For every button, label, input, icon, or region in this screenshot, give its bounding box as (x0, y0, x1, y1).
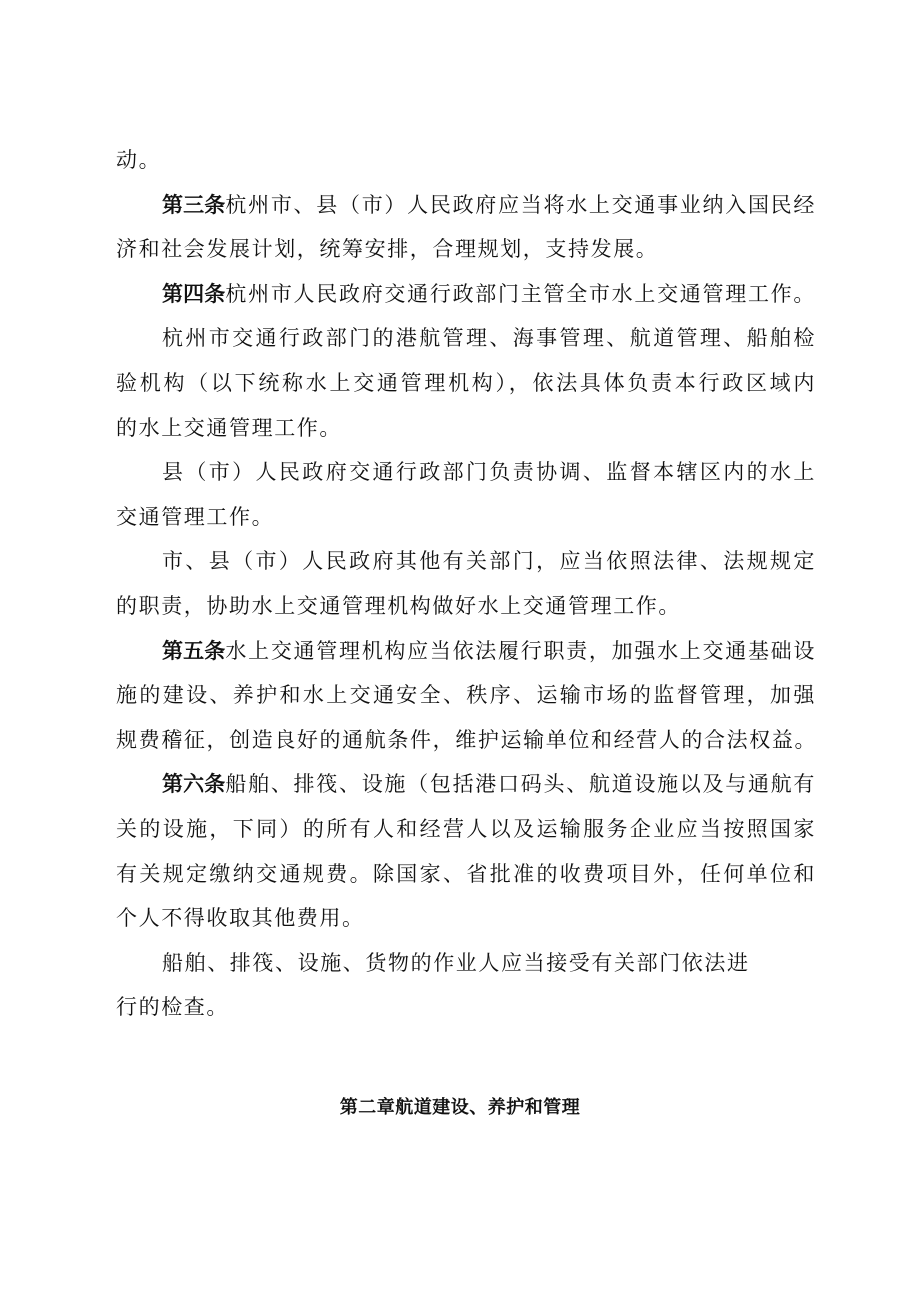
text-line: 规费稽征，创造良好的通航条件，维护运输单位和经营人的合法权益。 (116, 727, 816, 752)
article-label: 第四条 (162, 281, 226, 306)
article-text: 船舶、排筏、设施（包括港口码头、航道设施以及与通航有 (225, 772, 816, 797)
article-3-line (116, 183, 816, 228)
article-5-line (116, 629, 816, 674)
text-line: 济和社会发展计划，统筹安排，合理规划，支持发展。 (116, 237, 659, 262)
chapter-heading: 第二章航道建设、养护和管理 (339, 1097, 581, 1118)
text-line: 船舶、排筏、设施、货物的作业人应当接受有关部门依法进 (162, 950, 750, 975)
article-6-line (116, 762, 816, 807)
text-line: 个人不得收取其他费用。 (116, 906, 365, 931)
text-line: 市、县（市）人民政府其他有关部门，应当依照法律、法规规定 (162, 549, 816, 574)
text-line: 县（市）人民政府交通行政部门负责协调、监督本辖区内的水上 (162, 460, 816, 485)
article-text: 杭州市、县（市）人民政府应当将水上交通事业纳入国民经 (225, 192, 816, 217)
article-text: 杭州市人民政府交通行政部门主管全市水上交通管理工作。 (225, 281, 816, 306)
text-line: 验机构（以下统称水上交通管理机构），依法具体负责本行政区域内 (116, 370, 816, 395)
text-line: 交通管理工作。 (116, 504, 275, 529)
text-line: 有关规定缴纳交通规费。除国家、省批准的收费项目外，任何单位和 (116, 861, 816, 886)
text-line: 杭州市交通行政部门的港航管理、海事管理、航道管理、船舶检 (162, 326, 816, 351)
article-text: 水上交通管理机构应当依法履行职责，加强水上交通基础设 (225, 638, 816, 663)
text-line: 关的设施，下同）的所有人和经营人以及运输服务企业应当按照国家 (116, 816, 816, 841)
text-line: 的职责，协助水上交通管理机构做好水上交通管理工作。 (116, 593, 681, 618)
article-label: 第六条 (162, 772, 226, 797)
article-label: 第五条 (162, 638, 226, 663)
text-line: 行的检查。 (116, 995, 229, 1020)
article-label: 第三条 (162, 192, 226, 217)
article-4-line (116, 272, 816, 317)
text-line: 动。 (116, 148, 162, 172)
body-text (116, 138, 816, 1030)
text-line: 施的建设、养护和水上交通安全、秩序、运输市场的监督管理，加强 (116, 683, 816, 708)
text-line: 的水上交通管理工作。 (116, 415, 342, 440)
